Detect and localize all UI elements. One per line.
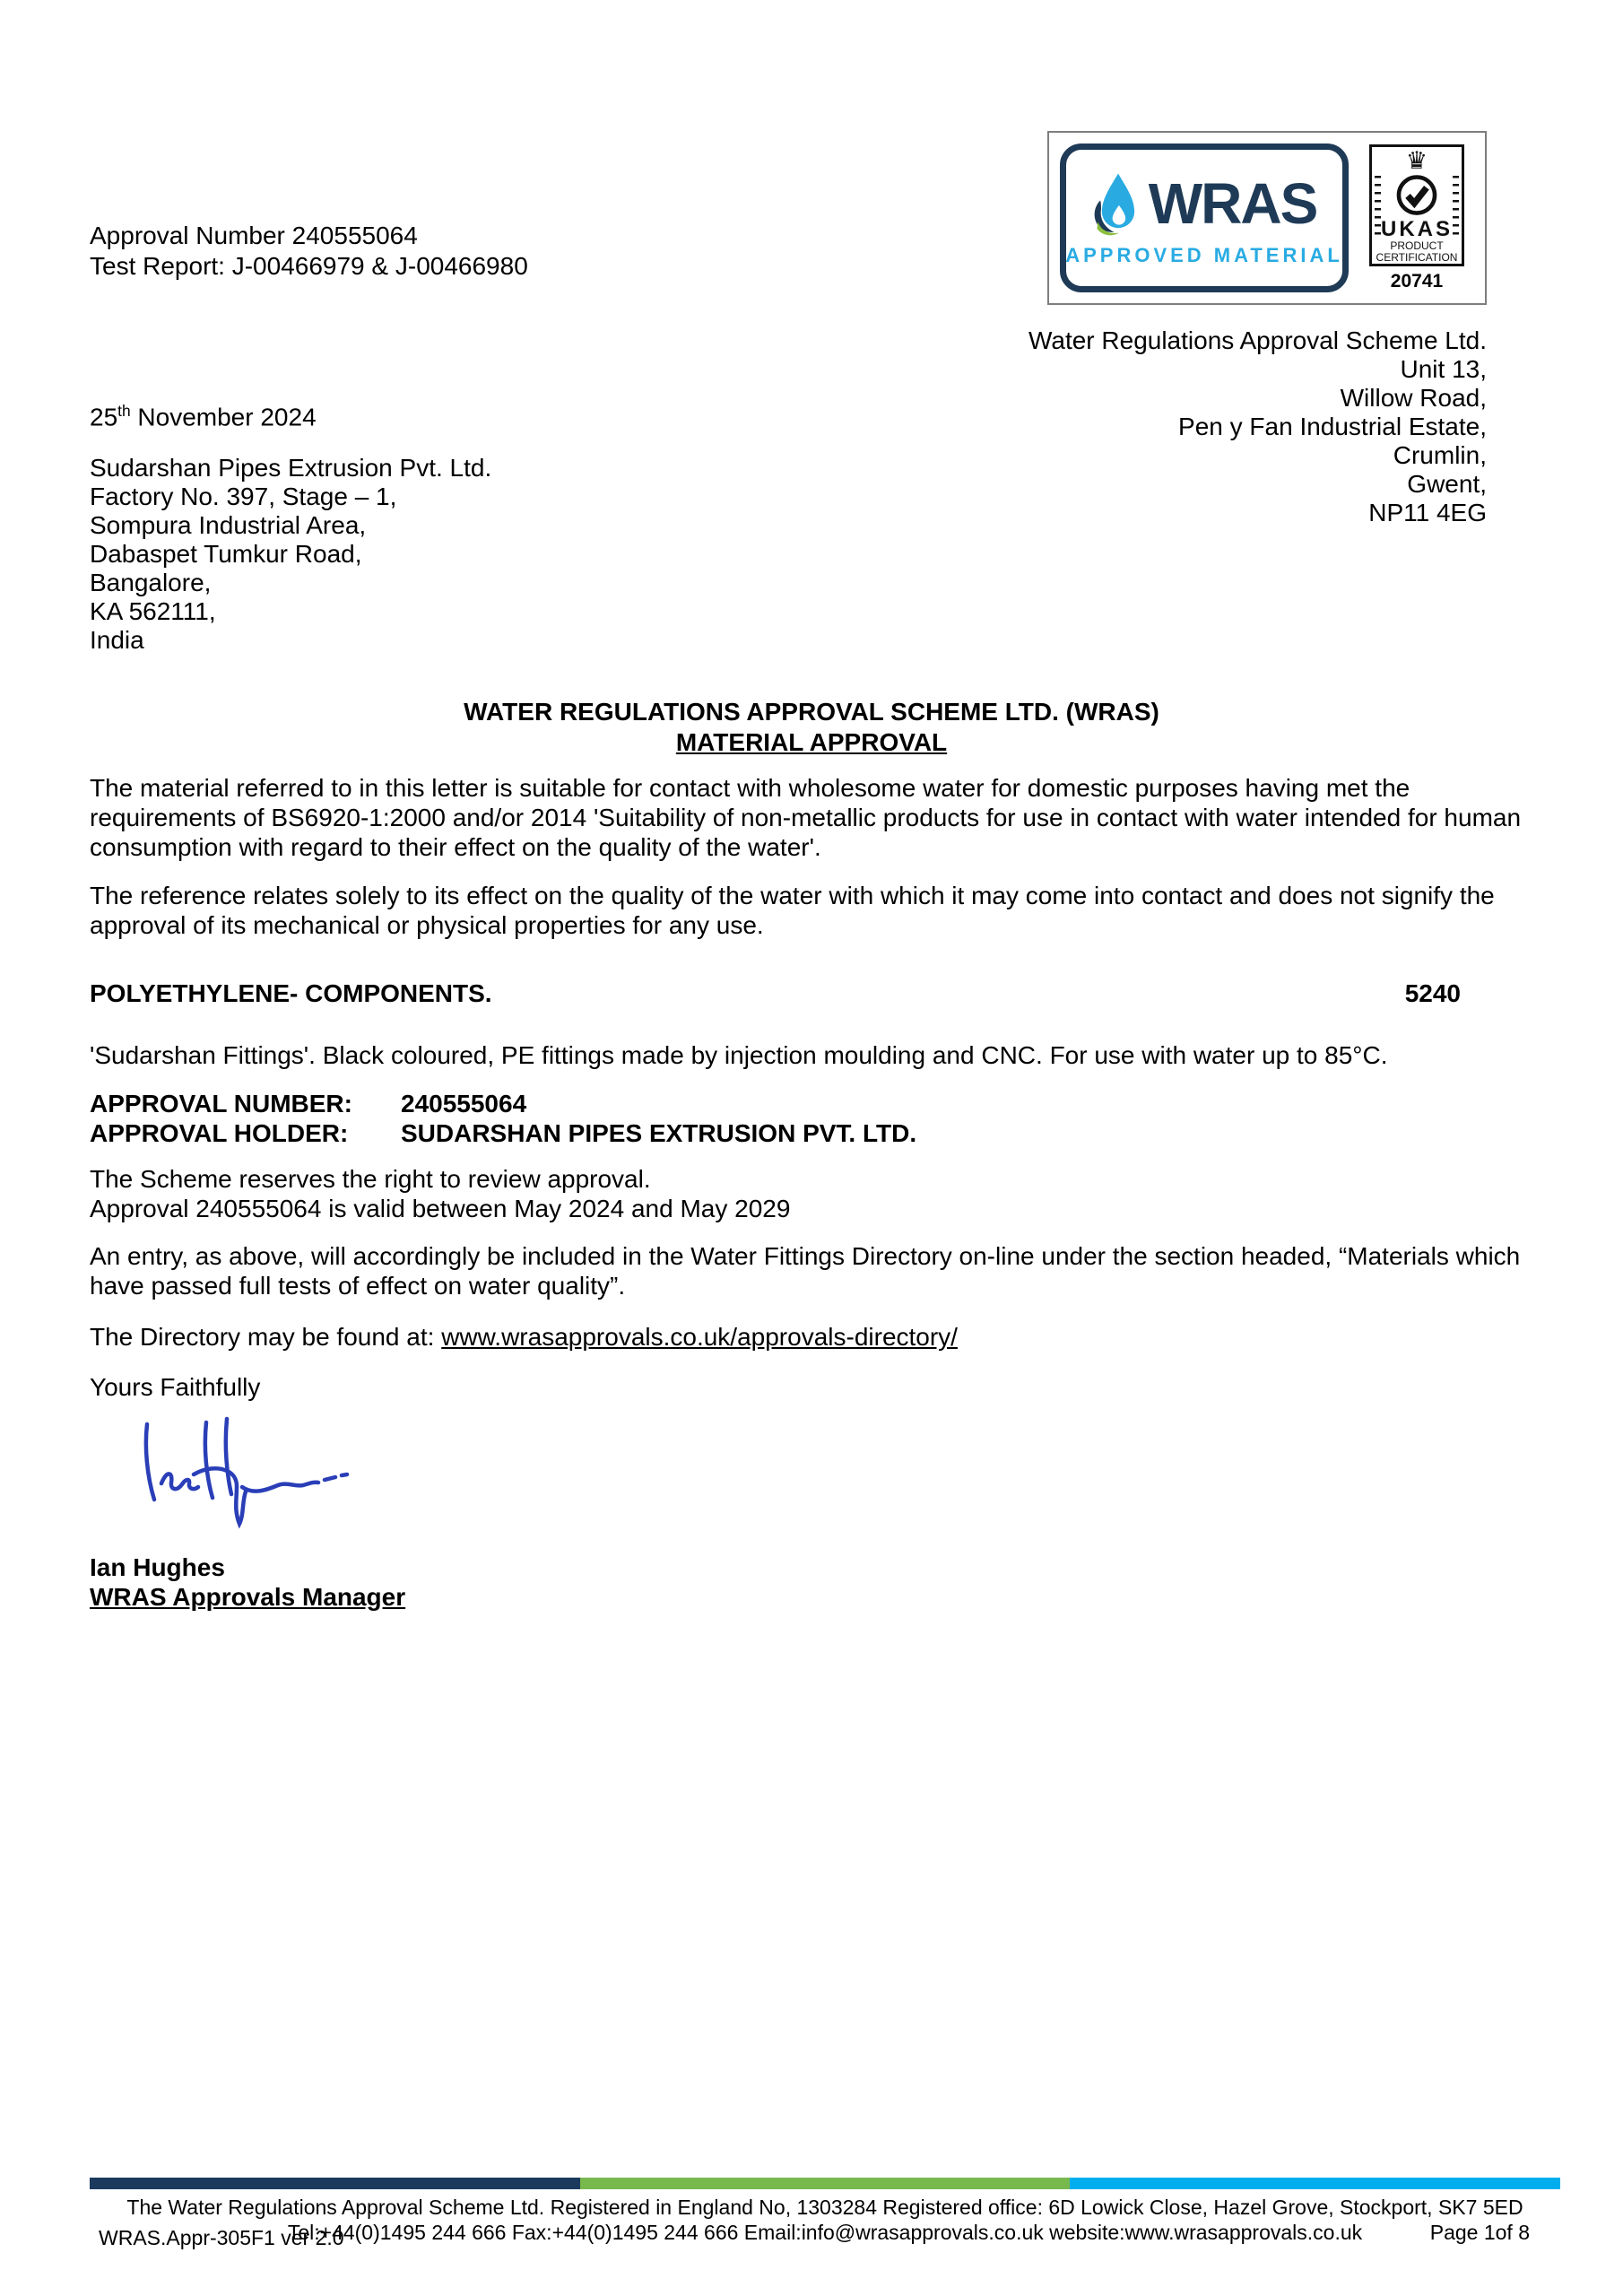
footer-page-number: Page 1of 8: [1429, 2221, 1530, 2244]
recipient-address-line: KA 562111,: [90, 597, 216, 625]
approval-number-line: Approval Number 240555064: [90, 222, 418, 249]
validity-line: Approval 240555064 is valid between May 2024 and May 2029: [90, 1195, 791, 1222]
recipient-address-line: Sudarshan Pipes Extrusion Pvt. Ltd.: [90, 454, 492, 482]
water-drop-icon: [1092, 170, 1144, 237]
approval-holder-row: [90, 1118, 916, 1148]
approval-number-value: 240555064: [401, 1090, 527, 1118]
footer-contact-line: Tel:+44(0)1495 244 666 Fax:+44(0)1495 244 666 Email:info@wrasapprovals.co.uk website:www.wrasapprovals.co.uk: [287, 2221, 1363, 2244]
footer-bar-blue-segment: [1070, 2178, 1560, 2189]
ukas-label: UKAS: [1380, 216, 1453, 241]
material-heading: POLYETHYLENE- COMPONENTS.: [90, 979, 492, 1007]
sender-address-line: NP11 4EG: [1368, 499, 1487, 526]
recipient-address-line: Factory No. 397, Stage – 1,: [90, 483, 397, 510]
ukas-product-label: PRODUCT: [1390, 239, 1444, 252]
sender-address-line: Pen y Fan Industrial Estate,: [1178, 413, 1487, 440]
date-day: 25: [90, 403, 118, 431]
approval-holder-value: SUDARSHAN PIPES EXTRUSION PVT. LTD.: [401, 1119, 917, 1147]
recipient-address-line: Bangalore,: [90, 569, 212, 596]
wras-ukas-logo: [1047, 131, 1487, 305]
footer-document-version: WRAS.Appr-305F1 ver 2.0: [99, 2226, 344, 2249]
directory-entry-paragraph: An entry, as above, will accordingly be included in the Water Fittings Directory on-line under the section headed, “Materials which have passed full tests of effect on water quality”.: [90, 1242, 1521, 1300]
recipient-address-line: India: [90, 626, 144, 654]
ukas-scale-ticks-left: [1375, 176, 1381, 235]
ukas-crown-icon: ♛: [1405, 146, 1428, 174]
wras-logo-row: [1092, 170, 1317, 237]
closing-line: Yours Faithfully: [90, 1373, 261, 1401]
date-month-year: November 2024: [130, 403, 317, 431]
directory-link-prefix: The Directory may be found at:: [90, 1323, 442, 1351]
footer-registration-line: The Water Regulations Approval Scheme Ltd. Registered in England No, 1303284 Registered office: 6D Lowick Close, Hazel Grove, Stockport, SK7 5ED: [126, 2196, 1523, 2219]
footer-color-bar: [90, 2178, 1560, 2189]
wras-logo-text: WRAS: [1148, 171, 1317, 236]
ukas-certificate-number: 20741: [1390, 270, 1444, 291]
sender-address-line: Water Regulations Approval Scheme Ltd.: [1028, 326, 1487, 354]
directory-link-line: [90, 1322, 958, 1352]
test-report-line: Test Report: J-00466979 & J-00466980: [90, 252, 528, 280]
ukas-emblem-box: [1369, 144, 1464, 266]
approved-material-label: APPROVED MATERIAL: [1065, 244, 1343, 266]
letter-subtitle-text: MATERIAL APPROVAL: [675, 728, 948, 756]
ukas-certification-mark: [1361, 144, 1472, 292]
ukas-certification-label: CERTIFICATION: [1376, 250, 1458, 264]
review-line: The Scheme reserves the right to review approval.: [90, 1165, 651, 1193]
approval-reference-block: [90, 221, 528, 282]
approval-holder-label: APPROVAL HOLDER:: [90, 1119, 349, 1147]
sender-address-line: Willow Road,: [1340, 384, 1487, 412]
letter-subtitle: [0, 728, 1623, 757]
recipient-address-line: Sompura Industrial Area,: [90, 511, 367, 539]
signatory-name: Ian Hughes: [90, 1553, 225, 1581]
material-heading-row: [90, 979, 1535, 1008]
wras-approved-material-logo: [1060, 144, 1349, 292]
ukas-scale-ticks-right: [1453, 176, 1459, 235]
suitability-paragraph: The material referred to in this letter is suitable for contact with wholesome water for domestic purposes having met the requirements of BS6920-1:2000 and/or 2014 'Suitability of non-metallic products for use in contact with water intended for human consumption with regard to their effect on the quality of the water'.: [90, 774, 1522, 861]
recipient-address-block: [90, 454, 491, 655]
approval-details-block: [90, 1089, 916, 1148]
recipient-address-line: Dabaspet Tumkur Road,: [90, 540, 362, 568]
letter-date: [90, 402, 317, 431]
footer-bar-green-segment: [580, 2178, 1071, 2189]
sender-address-line: Unit 13,: [1400, 355, 1487, 383]
letter-title: WATER REGULATIONS APPROVAL SCHEME LTD. (WRAS): [464, 698, 1159, 726]
signatory-title: WRAS Approvals Manager: [90, 1583, 406, 1611]
reference-paragraph: The reference relates solely to its effect on the quality of the water with which it may come into contact and does not signify the approval of its mechanical or physical properties for any use.: [90, 882, 1495, 939]
sender-address-block: [1028, 326, 1487, 527]
approval-number-row: [90, 1089, 916, 1118]
directory-link[interactable]: www.wrasapprovals.co.uk/approvals-directory/: [441, 1323, 958, 1351]
date-ordinal: th: [117, 402, 131, 420]
signature-image: [135, 1410, 350, 1535]
material-description: 'Sudarshan Fittings'. Black coloured, PE fittings made by injection moulding and CNC. For use with water up to 85°C.: [90, 1041, 1388, 1069]
approval-number-label: APPROVAL NUMBER:: [90, 1090, 352, 1118]
material-code: 5240: [1404, 979, 1461, 1007]
footer-bar-navy-segment: [90, 2178, 580, 2189]
sender-address-line: Crumlin,: [1393, 441, 1487, 469]
ukas-checkmark-icon: [1393, 172, 1440, 218]
sender-address-line: Gwent,: [1407, 470, 1487, 498]
